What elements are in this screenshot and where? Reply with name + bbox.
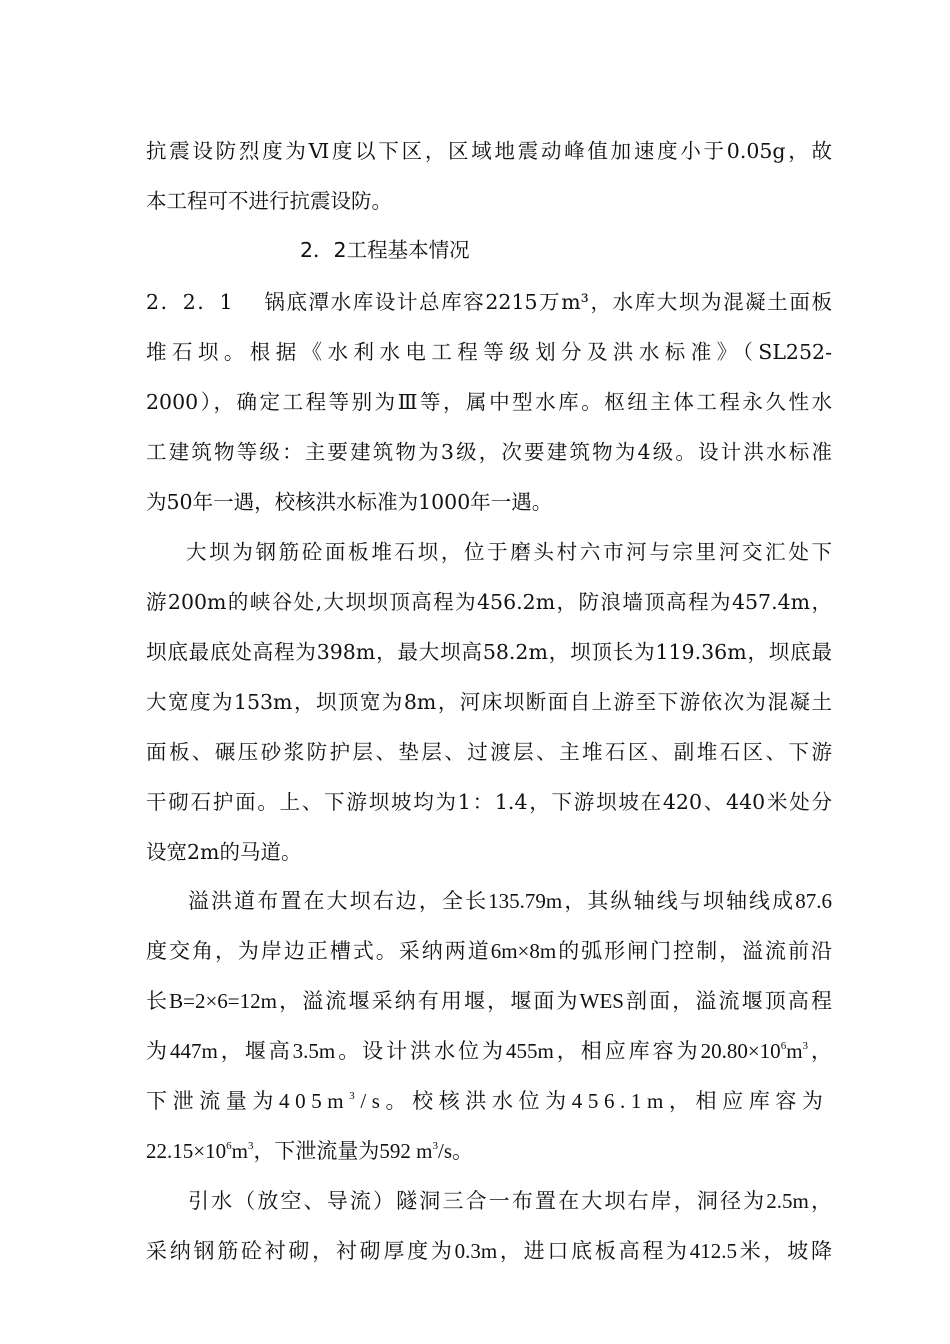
text-line: 长B=2×6=12m，溢流堰采纳有用堰，堰面为WES剖面，溢流堰顶高程 [146, 989, 832, 1013]
text-line [146, 1126, 832, 1176]
superscript: 3 [247, 1140, 254, 1152]
text-line: 堆石坝。根据《水利水电工程等级划分及洪水标准》（SL252- [146, 340, 832, 364]
text-line: 抗震设防烈度为Ⅵ度以下区，区域地震动峰值加速度小于0.05g，故 [146, 139, 832, 163]
text-line: 大宽度为153m，坝顶宽为8m，河床坝断面自上游至下游依次为混凝土 [146, 690, 832, 714]
text-line: 采纳钢筋砼衬砌，衬砌厚度为0.3m，进口底板高程为412.5米，坡降 [146, 1239, 832, 1263]
text-line: 本工程可不进行抗震设防。 [146, 189, 392, 213]
text-segment: m [786, 1039, 803, 1063]
text-line: 游200m的峡谷处,大坝坝顶高程为456.2m，防浪墙顶高程为457.4m， [146, 590, 832, 614]
text-line [146, 1076, 832, 1126]
text-segment: ，下泄流量为592 m [253, 1139, 433, 1163]
text-segment: ， [808, 1039, 832, 1063]
text-segment: /s。校核洪水位为456.1m，相应库容为 [360, 1089, 829, 1113]
text-line: 坝底最底处高程为398m，最大坝高58.2m，坝顶长为119.36m，坝底最 [146, 640, 832, 664]
text-line [146, 1026, 832, 1076]
text-line: 为50年一遇，校核洪水标准为1000年一遇。 [146, 490, 553, 514]
superscript: 6 [780, 1040, 787, 1052]
text-line: 工建筑物等级：主要建筑物为3级，次要建筑物为4级。设计洪水标准 [146, 440, 832, 464]
text-line: 设宽2m的马道。 [146, 840, 302, 864]
text-line: 2000），确定工程等别为Ⅲ等，属中型水库。枢纽主体工程永久性水 [146, 390, 832, 414]
text-segment: /s。 [438, 1139, 474, 1163]
text-line: 面板、碾压砂浆防护层、垫层、过渡层、主堆石区、副堆石区、下游 [146, 740, 832, 764]
section-heading: 2．2工程基本情况 [300, 238, 470, 262]
text-line: 引水（放空、导流）隧洞三合一布置在大坝右岸，洞径为2.5m， [188, 1189, 832, 1213]
superscript: 3 [349, 1090, 361, 1102]
superscript: 6 [226, 1140, 232, 1152]
text-segment: 为447m，堰高3.5m。设计洪水位为455m，相应库容为20.80×10 [146, 1039, 781, 1063]
text-line: 大坝为钢筋砼面板堆石坝，位于磨头村六市河与宗里河交汇处下 [186, 540, 832, 564]
text-segment: 22.15×10 [146, 1139, 227, 1163]
text-segment: 下泄流量为405m [146, 1089, 350, 1113]
text-line: 溢洪道布置在大坝右边，全长135.79m，其纵轴线与坝轴线成87.6 [188, 889, 832, 913]
superscript: 3 [802, 1040, 809, 1052]
superscript: 3 [432, 1140, 439, 1152]
text-line: 度交角，为岸边正槽式。采纳两道6m×8m的弧形闸门控制，溢流前沿 [146, 939, 832, 963]
text-line: 干砌石护面。上、下游坝坡均为1：1.4，下游坝坡在420、440米处分 [146, 790, 832, 814]
text-segment: m [231, 1139, 248, 1163]
text-line: 2．2．1 锅底潭水库设计总库容2215万m³，水库大坝为混凝土面板 [146, 290, 832, 314]
